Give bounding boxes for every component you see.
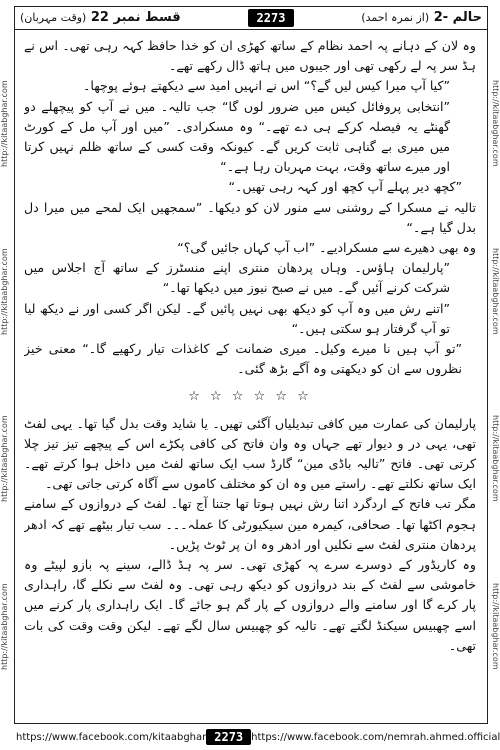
page-footer [14,726,500,748]
side-url-text: http://kitaabghar.com [491,415,500,503]
author-credit: (از نمرہ احمد) [361,11,430,24]
episode-subtitle: (وقت مہربان) [20,11,87,24]
paragraph: وہ کاریڈور کے دوسرے سرے پہ کھڑی تھی۔ سر پہ ہڈ ڈالے، سینے پہ بازو لپیٹے وہ خاموشی سے لفٹ کے بند دروازوں کو دیکھ رہی تھی۔ وہ لفٹ سے نکلے گا، راہداری پار کرے گا اور سامنے والے دروازوں کے پار گم ہو جائے گا۔ ایک راہداری پار کرنے میں اسے چھبیس سیکنڈ لگتے تھے۔ تالیہ کو چھبیس سال لگے تھے۔ لیکن وقت وقت کی بات تھی۔ [24,557,476,653]
side-url-text: http://kitaabghar.com [491,582,500,670]
right-side-watermark [491,40,500,710]
side-url-text: http://kitaabghar.com [0,582,9,670]
facebook-author-link[interactable]: https://www.facebook.com/nemrah.ahmed.official [251,731,500,743]
episode-title [20,10,181,25]
page-header [14,6,488,30]
paragraph: مگر تب فاتح کے اردگرد اتنا رش نہیں ہوتا تھا جتنا آج تھا۔ لفٹ کے دروازوں کے سامنے ہجوم اکٹھا تھا۔ صحافی، کیمرہ مین سیکیورٹی کا عملہ۔۔۔ سب تیار بیٹھے تھے کہ ادھر پردھان منتری لفٹ سے نکلیں اور ادھر وہ ان پر ٹوٹ پڑیں۔ [24,496,476,552]
paragraph: ”انتخابی پروفائل کیس میں ضرور لوں گا“ جب تالیہ۔ میں نے آپ کو پیچھلے دو گھنٹے یہ فیصلہ کرکے ہی دے تھے۔“ وہ مسکرادی۔ ”میں اور آپ مل کے کورٹ میں میری بے گناہی ثابت کریں گے۔ کیونکہ وقت کسی کے ساتھ ظلم نہیں کرتا اور میرے ساتھ وقت، بہت مہربان رہا ہے۔“ [24,98,450,175]
story-body [24,36,476,706]
side-url-text: http://kitaabghar.com [0,247,9,335]
paragraph: ”اتنے رش میں وہ آپ کو دیکھ بھی نہیں پائیں گے۔ لیکن اگر کسی اور نے دیکھ لیا تو آپ گرفتار ہو سکتی ہیں۔“ [24,300,450,336]
side-url-text: http://kitaabghar.com [0,80,9,168]
paragraph: ”کیا آپ میرا کیس لیں گے؟“ اس نے انہیں امید سے دیکھتے ہوئے پوچھا۔ [83,78,450,94]
novel-name: حالم -2 [433,10,482,25]
paragraph: وہ لان کے دہانے پہ احمد نظام کے ساتھ کھڑی ان کو خدا حافظ کہہ رہی تھی۔ اس نے ہڈ سر پہ لے رکھی تھی اور جیبوں میں ہاتھ ڈال رکھے تھے۔ [24,38,476,74]
side-url-text: http://kitaabghar.com [0,415,9,503]
left-side-watermark [0,40,9,710]
paragraph: پارلیمان کی عمارت میں کافی تبدیلیاں آگئی تھیں۔ یا شاید وقت بدل گیا تھا۔ یہی لفٹ تھی، یہی در و دیوار تھے جہاں وہ وان فاتح کی کافی پکڑے اس کے پیچھے تیز تیز چلا کرتی تھی۔ فاتح ”تالیہ باڈی مین“ گارڈ سب ایک ساتھ لفٹ میں داخل ہوا کرتے تھے۔ ایک ساتھ نکلتے تھے۔ راستے میں وہ ان کو مختلف کاموں سے آگاہ کرتی جاتی تھی۔ [24,415,476,492]
paragraph: تالیہ نے مسکرا کے روشنی سے منور لان کو دیکھا۔ ”سمجھیں ایک لمحے میں میرا دل بدل گیا ہے۔“ [24,199,476,235]
paragraph: ”کچھ دیر پہلے آپ کچھ اور کہہ رہی تھیں۔“ [228,179,462,195]
footer-page-number: 2273 [206,729,251,745]
paragraph: ”تو آپ ہیں نا میرے وکیل۔ میری ضمانت کے کاغذات تیار رکھیے گا۔“ معنی خیز نظروں سے ان کو دیکھتی وہ آگے بڑھ گئی۔ [24,341,462,377]
scene-separator: ☆ ☆ ☆ ☆ ☆ ☆ [188,389,312,405]
header-page-number: 2273 [248,9,295,27]
episode-number: قسط نمبر 22 [90,10,181,25]
side-url-text: http://kitaabghar.com [491,80,500,168]
novel-title [361,10,482,25]
paragraph: وہ بھی دھیرے سے مسکرادیے۔ ”اب آپ کہاں جائیں گی؟“ [177,240,476,256]
paragraph: ”پارلیمان ہاؤس۔ وہاں پردھان منتری اپنے منسٹرز کے ساتھ آج اجلاس میں شرکت کرنے آئیں گے۔ میں نے صبح نیوز میں دیکھا تھا۔“ [24,260,450,296]
side-url-text: http://kitaabghar.com [491,247,500,335]
facebook-kitaabghar-link[interactable]: https://www.facebook.com/kitaabghar [16,731,207,743]
